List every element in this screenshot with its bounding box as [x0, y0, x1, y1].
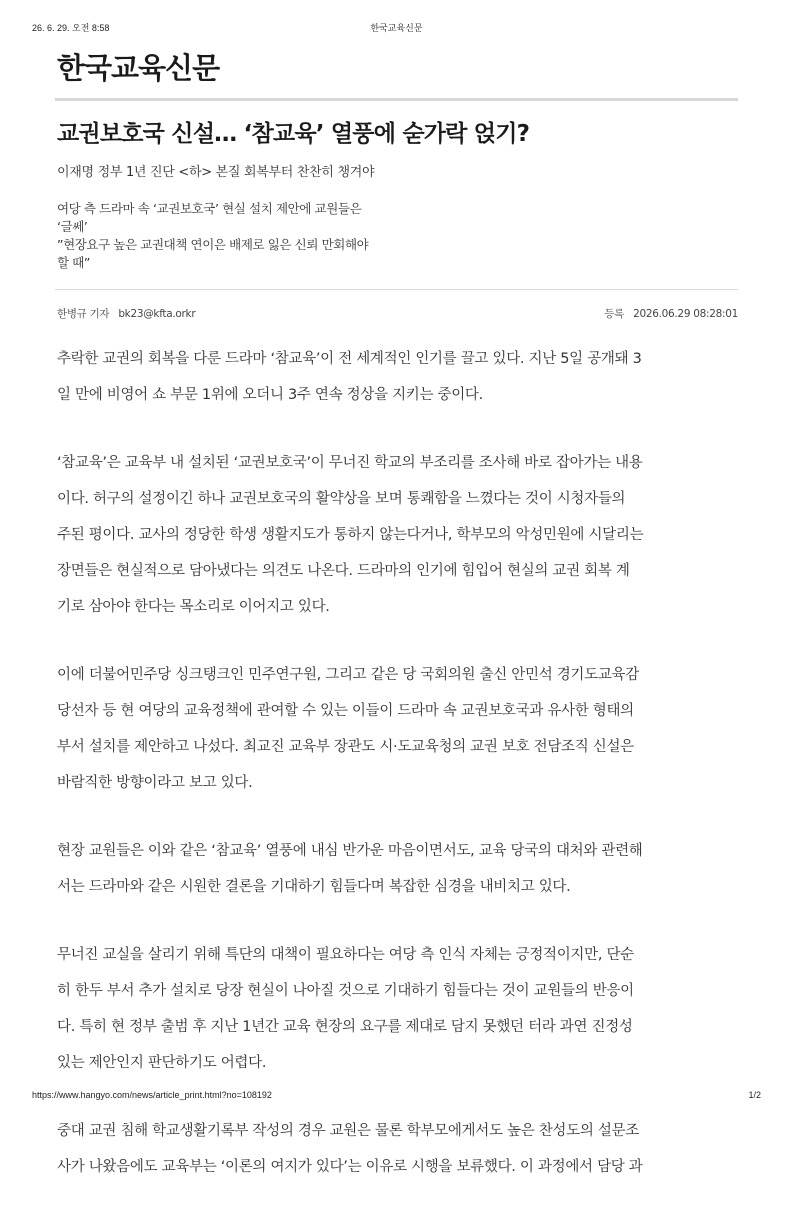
- article-paragraph: [57, 833, 739, 905]
- print-header: [0, 21, 793, 35]
- reporter-email: bk23@kfta.orkr: [118, 308, 196, 320]
- article-body: [57, 341, 739, 1217]
- registration-info: [598, 306, 738, 321]
- paragraph-line: 무너진 교실을 살리기 위해 특단의 대책이 필요하다는 여당 측 인식 자체는 긍정적이지만, 단순: [57, 947, 634, 963]
- article-headline: 교권보호국 신설… ‘참교육’ 열풍에 숟가락 얹기?: [57, 121, 530, 147]
- paragraph-line: 다. 특히 현 정부 출범 후 지난 1년간 교육 현장의 요구를 제대로 담지 못했던 터라 과연 진정성: [57, 1019, 633, 1035]
- article-paragraph: [57, 937, 739, 1081]
- article-paragraph: [57, 1113, 739, 1185]
- paragraph-line: 부서 설치를 제안하고 나섰다. 최교진 교육부 장관도 시·도교육청의 교권 보호 전담조직 신설은: [57, 739, 634, 755]
- reporter-name: 한병규 기자: [57, 308, 110, 320]
- byline: [57, 306, 201, 321]
- summary-line: ‘글쎄’: [57, 219, 88, 234]
- article-summary: [57, 200, 457, 272]
- paragraph-line: 일 만에 비영어 쇼 부문 1위에 오더니 3주 연속 정상을 지키는 중이다.: [57, 387, 483, 403]
- paragraph-line: 중대 교권 침해 학교생활기록부 작성의 경우 교원은 물론 학부모에게서도 높은 찬성도의 설문조: [57, 1123, 639, 1139]
- summary-line: ”현장요구 높은 교권대책 연이은 배제로 잃은 신뢰 만회해야: [57, 237, 369, 252]
- article-paragraph: [57, 657, 739, 801]
- paragraph-line: 이에 더불어민주당 싱크탱크인 민주연구원, 그리고 같은 당 국회의원 출신 안민석 경기도교육감: [57, 667, 639, 683]
- article-subhead: 이재명 정부 1년 진단 <하> 본질 회복부터 찬찬히 챙겨야: [57, 165, 375, 180]
- paragraph-line: 바람직한 방향이라고 보고 있다.: [57, 775, 253, 791]
- paragraph-line: 이다. 허구의 설정이긴 하나 교권보호국의 활약상을 보며 통쾌함을 느꼈다는 것이 시청자들의: [57, 491, 626, 507]
- print-datetime: 26. 6. 29. 오전 8:58: [32, 23, 110, 33]
- registered-label: 등록: [604, 308, 625, 320]
- paragraph-line: 주된 평이다. 교사의 정당한 학생 생활지도가 통하지 않는다거나, 학부모의 악성민원에 시달리는: [57, 527, 644, 543]
- registered-datetime: 2026.06.29 08:28:01: [633, 308, 738, 320]
- article-meta: [57, 306, 738, 320]
- print-footer: [0, 1090, 793, 1104]
- summary-line: 여당 측 드라마 속 ‘교권보호국’ 현실 설치 제안에 교원들은: [57, 201, 362, 216]
- print-page-title: 한국교육신문: [370, 23, 423, 33]
- paragraph-line: ‘참교육’은 교육부 내 설치된 ‘교권보호국’이 무너진 학교의 부조리를 조사해 바로 잡아가는 내용: [57, 455, 643, 471]
- paragraph-line: 장면들은 현실적으로 담아냈다는 의견도 나온다. 드라마의 인기에 힘입어 현실의 교권 회복 계: [57, 563, 630, 579]
- paragraph-line: 현장 교원들은 이와 같은 ‘참교육’ 열풍에 내심 반가운 마음이면서도, 교육 당국의 대처와 관련해: [57, 843, 643, 859]
- article-paragraph: [57, 341, 739, 413]
- summary-divider: [55, 289, 738, 290]
- paragraph-line: 서는 드라마와 같은 시원한 결론을 기대하기 힘들다며 복잡한 심경을 내비치고 있다.: [57, 879, 571, 895]
- paragraph-line: 히 한두 부서 추가 설치로 당장 현실이 나아질 것으로 기대하기 힘들다는 것이 교원들의 반응이: [57, 983, 634, 999]
- paragraph-line: 있는 제안인지 판단하기도 어렵다.: [57, 1055, 267, 1071]
- masthead-divider: [55, 98, 738, 101]
- article-url: https://www.hangyo.com/news/article_print.html?no=108192: [32, 1090, 272, 1100]
- paragraph-line: 당선자 등 현 여당의 교육정책에 관여할 수 있는 이들이 드라마 속 교권보호국과 유사한 형태의: [57, 703, 634, 719]
- paragraph-line: 추락한 교권의 회복을 다룬 드라마 ‘참교육’이 전 세계적인 인기를 끌고 있다. 지난 5일 공개돼 3: [57, 351, 642, 367]
- paragraph-line: 기로 삼아야 한다는 목소리로 이어지고 있다.: [57, 599, 330, 615]
- paragraph-line: 사가 나왔음에도 교육부는 ‘이론의 여지가 있다’는 이유로 시행을 보류했다. 이 과정에서 담당 과: [57, 1159, 643, 1175]
- page-number: 1/2: [748, 1090, 761, 1100]
- newspaper-masthead: 한국교육신문: [57, 51, 220, 85]
- summary-line: 할 때”: [57, 255, 90, 270]
- article-paragraph: [57, 445, 739, 625]
